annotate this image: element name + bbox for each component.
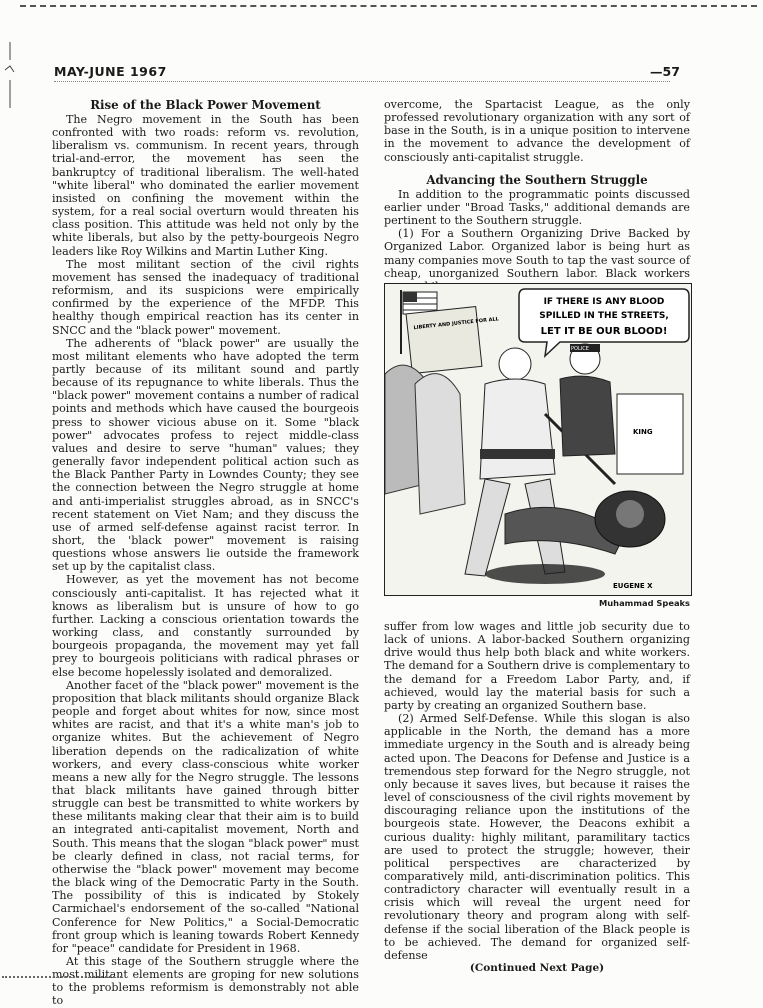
cartoon-credit: Muhammad Speaks [599, 598, 690, 608]
paragraph: The Negro movement in the South has been confronted with two roads: reform vs. revolution, liberalism vs. communism. In recent years, through trial-and-error, the movement has seen the bankruptcy of traditional liberalism. The well-hated "white liberal" who dominated the earlier movement insisted on confining the movement within the system, for a real social overturn would threaten his class position. This attitude was held not only by the white liberals, but also by the petty-bourgeois Negro leaders like Roy Wilkins and Martin Luther King. [52, 113, 359, 258]
page-number: —57 [650, 64, 680, 79]
speech-line-3: LET IT BE OUR BLOOD! [540, 326, 668, 337]
speech-line-1: IF THERE IS ANY BLOOD [543, 297, 665, 307]
political-cartoon [384, 283, 692, 596]
cartoon-illustration [385, 284, 691, 595]
cartoonist-signature: EUGENE X [613, 582, 653, 590]
section-heading-southern-struggle: Advancing the Southern Struggle [426, 172, 648, 187]
right-column-top [384, 98, 690, 293]
sign-text: LIBERTY AND JUSTICE FOR ALL [413, 316, 500, 332]
speech-line-2: SPILLED IN THE STREETS, [539, 311, 669, 321]
continued-next-page: (Continued Next Page) [469, 962, 605, 975]
paragraph: The most militant section of the civil rights movement has sensed the inadequacy of traditional reformism, and its suspicions were empirically confirmed by the experience of the MFDP. This healthy though empirical reaction has its center in SNCC and the "black power" movement. [52, 257, 359, 337]
section-heading-black-power: Rise of the Black Power Movement [90, 98, 321, 112]
top-border [20, 5, 757, 7]
paragraph: overcome, the Spartacist League, as the only professed revolutionary organization with any sort of base in the South, is in a unique position to intervene in the movement to advance the development of consciously anti-capitalist struggle. [384, 98, 690, 164]
paragraph: In addition to the programmatic points discussed earlier under "Broad Tasks," additional demands are pertinent to the Southern struggle. [384, 187, 690, 228]
paragraph: However, as yet the movement has not become consciously anti-capitalist. It has rejected what it knows as liberalism but is unsure of how to go further. Lacking a conscious orientation towards the working class, and constantly surrounded by bourgeois propaganda, the movement may yet fall prey to bourgeois politicians with radical phrases or else become hopelessly isolated and demoralized. [52, 573, 359, 679]
margin-scribble-icon [2, 40, 18, 110]
portrait-label: KING [633, 428, 653, 436]
paragraph: The adherents of "black power" are usually the most militant elements who have adopted the term partly because of its militant sound and partly because of its repugnance to white liberals. Thus the "black power" movement contains a number of radical points and methods which have caused the bourgeois press to shower vicious abuse on it. Some "black power" advocates profess to reject middle-class values and desire to serve "human" values; they generally favor independent political action such as the Black Panther Party in Lowndes County; they see the connection between the Negro struggle at home and anti-imperialist struggles abroad, as in SNCC's recent statement on Viet Nam; and they discuss the use of armed self-defense against racist terror. In short, the 'black power" movement is raising questions whose answers lie outside the framework set up by the capitalist class. [52, 336, 359, 574]
header-rule [54, 81, 670, 82]
bottom-border [2, 976, 122, 978]
paragraph: (2) Armed Self-Defense. While this slogan is also applicable in the North, the demand has a more immediate urgency in the South and is already being acted upon. The Deacons for Defense and Justice is a tremendous step forward for the Negro struggle, not only because it saves lives, but because it raises the level of consciousness of the civil rights movement by discouraging reliance upon the institutions of the bourgeois state. However, the Deacons exhibit a curious duality: highly militant, paramilitary tactics are used to protect the struggle; however, their political perspectives are characterized by comparatively mild, anti-discrimination politics. This contradictory character will eventually result in a crisis which will reveal the urgent need for revolutionary theory and program along with self-defense if the social liberation of the Black people is to be achieved. The demand for organized self-defense [384, 712, 690, 962]
paragraph: Another facet of the "black power" movement is the proposition that black militants should organize Black people and forget about whites for now, since most whites are racist, and that it's a white man's job to organize whites. But the achievement of Negro liberation depends on the radicalization of white workers, and every class-conscious white worker means a new ally for the Negro struggle. The lessons that black militants have gained through bitter struggle can best be transmitted to white workers by these militants making clear that their aim is to build an integrated anti-capitalist movement, North and South. This means that the slogan "black power" must be clearly defined in class, not racial terms, for otherwise the "black power" movement may become the black wing of the Democratic Party in the South. The possibility of this is indicated by Stokely Carmichael's endorsement of the so-called "National Conference for New Politics," a Social-Democratic front group which is leaning towards Robert Kennedy for "peace" candidate for President in 1968. [52, 678, 359, 955]
right-column-bottom [384, 620, 690, 975]
paragraph: suffer from low wages and little job security due to lack of unions. A labor-backed Southern organizing drive would thus help both black and white workers. The demand for a Southern drive is complementary to the demand for a Freedom Labor Party, and, if achieved, would lay the material basis for such a party by creating an organized Southern base. [384, 620, 690, 712]
police-label: POLICE [571, 346, 589, 352]
paragraph: (1) For a Southern Organizing Drive Backed by Organized Labor. Organized labor is being hurt as many companies move South to tap the vast source of cheap, unorganized Southern labor. Black workers [384, 227, 690, 280]
left-column [52, 98, 359, 1008]
paragraph: At this stage of the Southern struggle where the most militant elements are groping for new solutions to the problems reformism is demonstrably not able to [52, 955, 359, 1008]
issue-date: MAY-JUNE 1967 [54, 64, 167, 79]
